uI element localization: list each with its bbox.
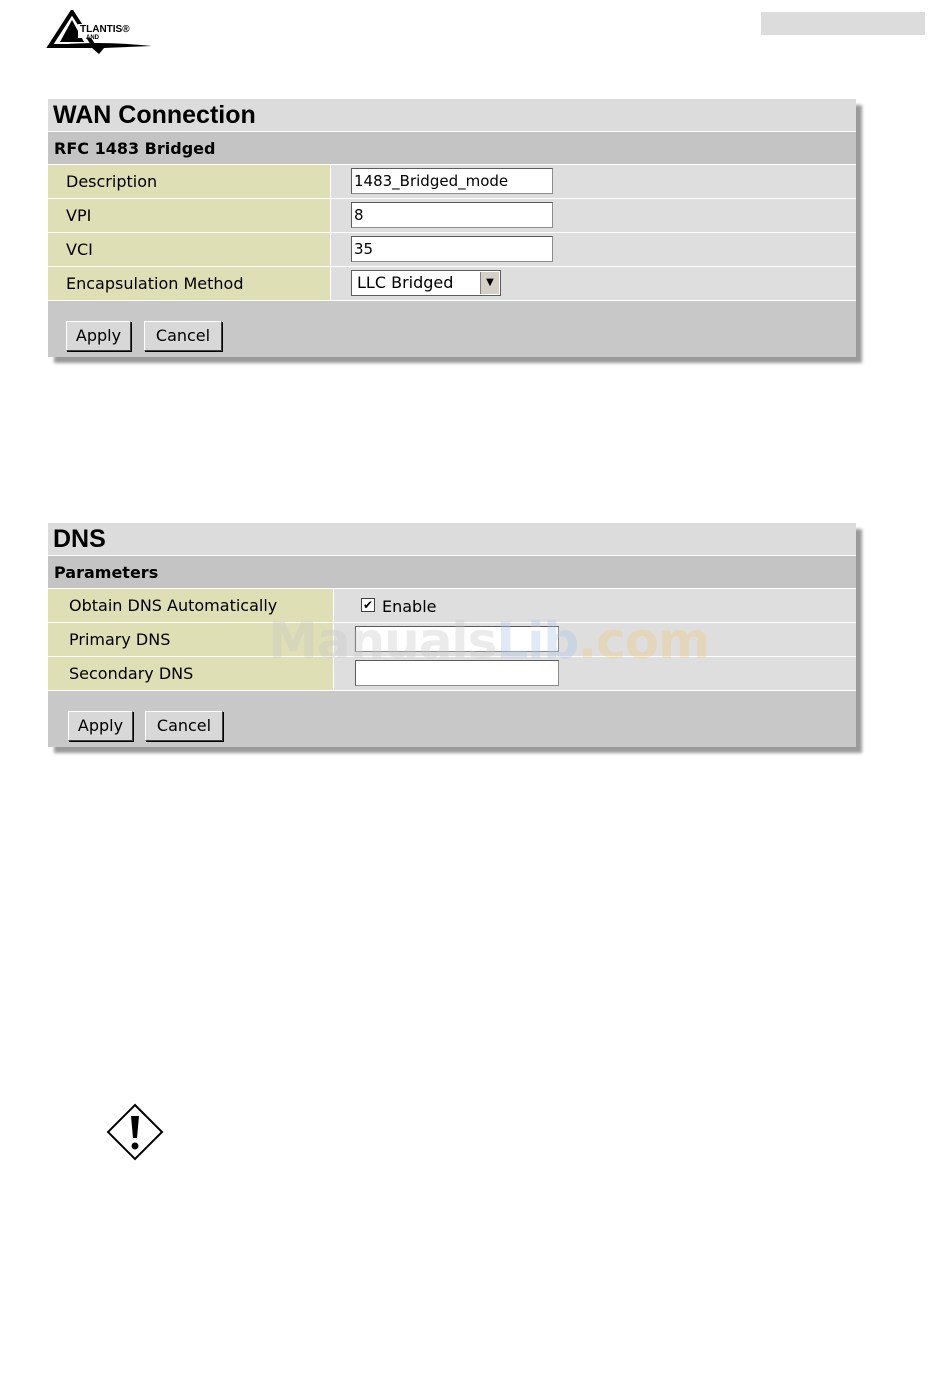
description-label: Description: [48, 165, 331, 198]
watermark-part-2: Lib: [496, 612, 579, 670]
svg-text:TLANTIS®: TLANTIS®: [80, 24, 130, 35]
wan-cancel-button[interactable]: Cancel: [144, 321, 222, 351]
encapsulation-row: [48, 267, 856, 301]
vpi-row: [48, 199, 856, 233]
atlantis-logo: [44, 10, 154, 58]
primary-dns-label: Primary DNS: [48, 623, 334, 656]
watermark-part-1: Manuals: [268, 612, 497, 670]
dns-cancel-button[interactable]: Cancel: [145, 711, 223, 741]
chevron-down-icon[interactable]: ▼: [480, 272, 499, 294]
dns-apply-button[interactable]: Apply: [68, 711, 133, 741]
dns-button-row: [48, 691, 856, 747]
wan-button-row: [48, 301, 856, 357]
vci-label: VCI: [48, 233, 331, 266]
secondary-dns-label: Secondary DNS: [48, 657, 334, 690]
panel-title: DNS: [48, 523, 856, 556]
encapsulation-value: LLC Bridged: [357, 273, 454, 292]
checkmark-icon: ✔: [362, 598, 374, 612]
panel-subtitle: RFC 1483 Bridged: [48, 132, 856, 165]
description-input[interactable]: 1483_Bridged_mode: [351, 168, 553, 194]
header-bar: [761, 12, 925, 35]
svg-text:AND: AND: [86, 35, 99, 41]
wan-apply-button[interactable]: Apply: [66, 321, 131, 351]
panel-title: WAN Connection: [48, 99, 856, 132]
wan-connection-panel: [48, 99, 856, 357]
obtain-dns-label: Obtain DNS Automatically: [48, 589, 334, 622]
enable-checkbox-label: Enable: [382, 597, 437, 616]
watermark-part-3: .com: [578, 612, 710, 670]
vpi-input[interactable]: 8: [351, 202, 553, 228]
enable-checkbox[interactable]: [361, 598, 375, 612]
vci-input[interactable]: 35: [351, 236, 553, 262]
vci-row: [48, 233, 856, 267]
encapsulation-label: Encapsulation Method: [48, 267, 331, 300]
description-row: [48, 165, 856, 199]
vpi-label: VPI: [48, 199, 331, 232]
encapsulation-select[interactable]: [351, 270, 501, 296]
warning-icon: [104, 1102, 166, 1164]
panel-subtitle: Parameters: [48, 556, 856, 589]
watermark: [268, 612, 709, 670]
